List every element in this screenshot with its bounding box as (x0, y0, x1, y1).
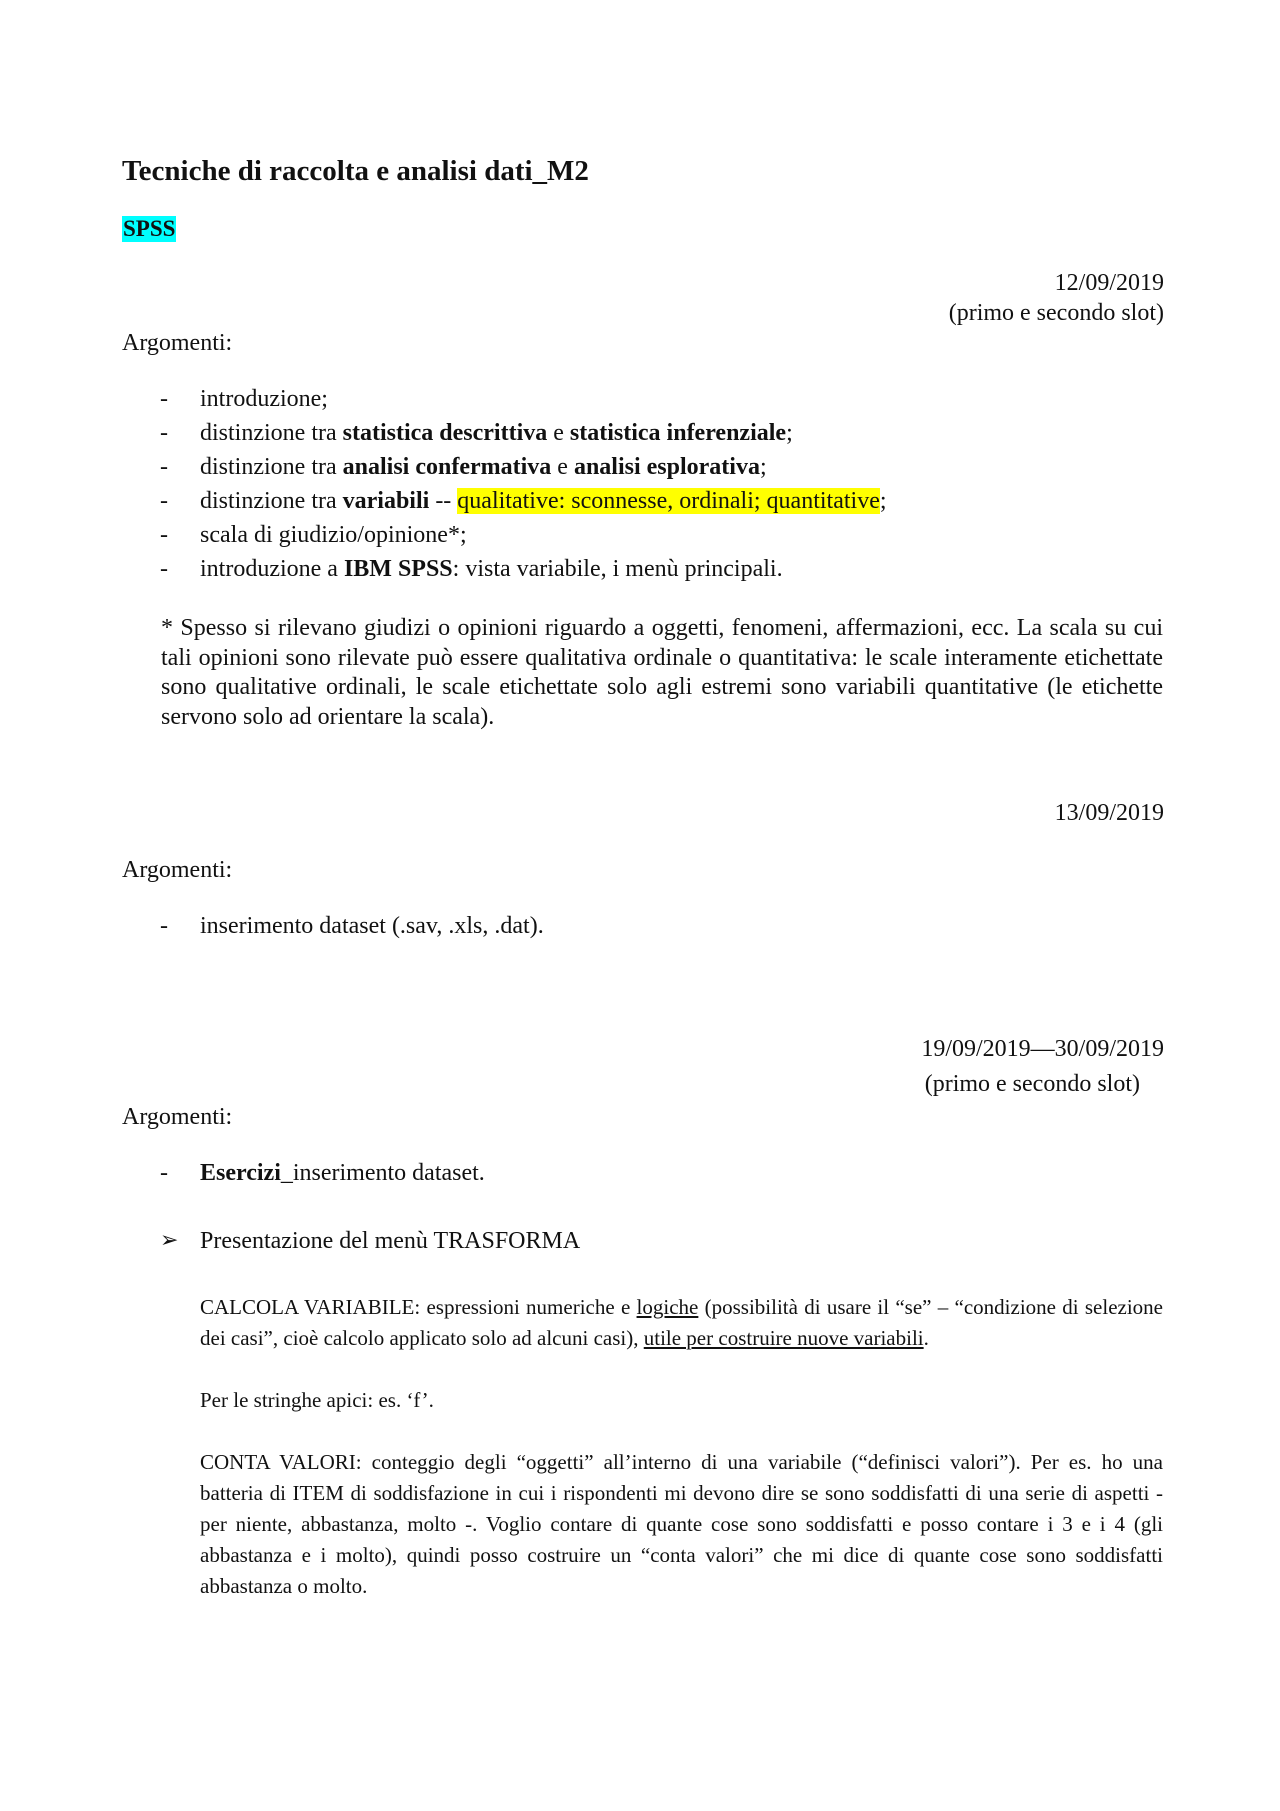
stringhe-paragraph: Per le stringhe apici: es. ‘f’. (200, 1388, 434, 1412)
document-page: Tecniche di raccolta e analisi dati_M2 SPSS 12/09/2019 (primo e secondo slot) Argomenti: - introduzione; - distinzione tra statistica descrittiva e statistica inferenziale; - distinzione tra analisi confermativa e analisi esplorativa; - distinzione tra variabili -- qualitative: sconnesse, ordinali; quantitative; - scala di giudizio/opinione*; - introduzione a IBM SPSS: vista variabile, i menù principali. * Spesso si rilevano giudizi o opinioni riguardo a oggetti, fenomeni, affermazioni, ecc. La scala su cui tali opinioni sono rilevate può essere qualitativa ordinale o quantitativa: le scale interamente etichettate sono qualitative ordinali, le scale etichettate solo agli estremi sono variabili quantitative (le etichette servono solo ad orientare la scala). 13/09/2019 Argomenti: - inserimento dataset (.sav, .xls, .dat). 19/09/2019—30/09/2019 (primo e secondo slot) Argomenti: - Esercizi_inserimento dataset. ➢ Presentazione del menù TRASFORMA CALCOLA VARIABILE: espressioni numeriche e logiche (possibilità di usare il “se” – “condizione di selezione dei casi”, cioè calcolo applicato solo ad alcuni casi), utile per costruire nuove variabili. Per le stringhe apici: es. ‘f’. CONTA VALORI: conteggio degli “oggetti” all’interno di una variabile (“definisci valori”). Per es. ho una batteria di ITEM di soddisfazione in cui i rispondenti mi devono dire se sono soddisfatti di una serie di aspetti - per niente, abbastanza, molto -. Voglio contare di quante cose sono soddisfatti e posso contare i 3 e i 4 (gli abbastanza e i molto), quindi posso costruire un “conta valori” che mi dice di quante cose sono soddisfatti abbastanza o molto. (0, 0, 1280, 1811)
conta-valori-paragraph: CONTA VALORI: conteggio degli “oggetti” all’interno di una variabile (“definisci valori”). Per es. ho una batteria di ITEM di soddisfazione in cui i rispondenti mi devono dire se sono soddisfatti di una serie di aspetti - per niente, abbastanza, molto -. Voglio contare di quante cose sono soddisfatti e posso contare i 3 e i 4 (gli abbastanza e i molto), quindi posso costruire un “conta valori” che mi dice di quante cose sono soddisfatti abbastanza o molto. (200, 1450, 1163, 1598)
dash-bullet: - (160, 913, 168, 939)
spss-highlight-heading: SPSS (123, 216, 176, 241)
dash-bullet: - (160, 556, 168, 582)
arrow-bullet-icon: ➢ (160, 1228, 179, 1253)
section3-slot: (primo e secondo slot) (924, 1071, 1140, 1097)
document-title: Tecniche di raccolta e analisi dati_M2 (122, 155, 589, 187)
section1-label: Argomenti: (122, 330, 233, 356)
section1-slot: (primo e secondo slot) (948, 300, 1164, 326)
dash-bullet: - (160, 522, 168, 548)
dash-bullet: - (160, 454, 168, 480)
section2-label: Argomenti: (122, 857, 233, 883)
calcola-variabile-paragraph: CALCOLA VARIABILE: espressioni numeriche e logiche (possibilità di usare il “se” – “condizione di selezione dei casi”, cioè calcolo applicato solo ad alcuni casi), utile per costruire nuove variabili. (200, 1295, 1163, 1350)
dash-bullet: - (160, 386, 168, 412)
dash-bullet: - (160, 488, 168, 514)
section2-date: 13/09/2019 (1054, 800, 1164, 826)
dash-bullet: - (160, 420, 168, 446)
section1-footnote: * Spesso si rilevano giudizi o opinioni riguardo a oggetti, fenomeni, affermazioni, ecc. La scala su cui tali opinioni sono rilevate può essere qualitativa ordinale o quantitativa: le scale interamente etichettate sono qualitative ordinali, le scale etichettate solo agli estremi sono variabili quantitative (le etichette servono solo ad orientare la scala). (161, 615, 1163, 730)
dash-bullet: - (160, 1160, 168, 1186)
section3-date-range: 19/09/2019—30/09/2019 (921, 1036, 1164, 1062)
section1-date: 12/09/2019 (1054, 270, 1164, 296)
highlighted-text: qualitative: sconnesse, ordinali; quantitative (457, 488, 880, 514)
section3-label: Argomenti: (122, 1104, 233, 1130)
